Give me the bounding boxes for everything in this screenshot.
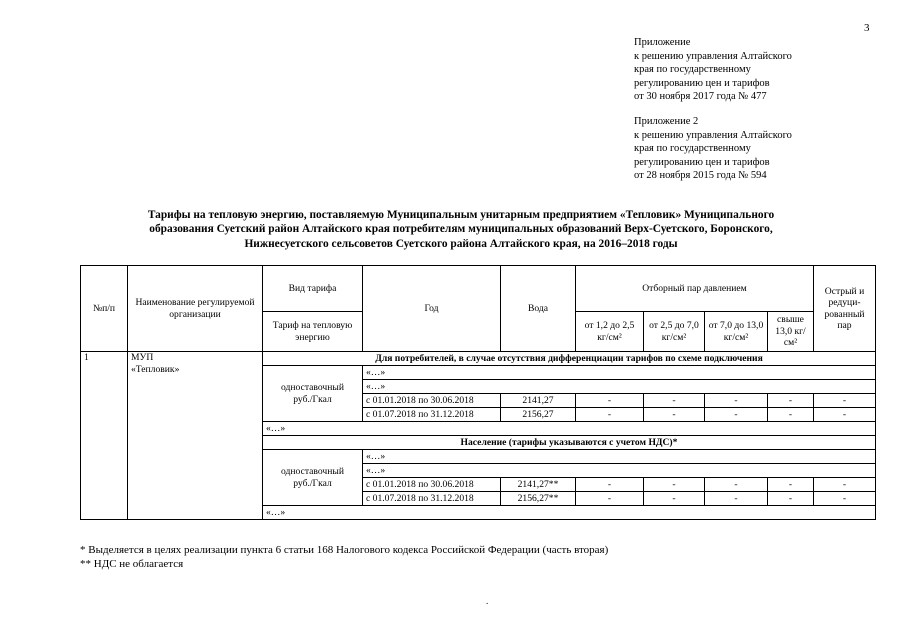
water-cell: 2156,27**: [501, 492, 576, 506]
appendix-line: от 30 ноября 2017 года № 477: [634, 91, 767, 103]
appendix-line: к решению управления Алтайского: [634, 50, 792, 62]
section1-omit-1: «…»: [363, 366, 876, 380]
steam-3-cell: -: [705, 492, 768, 506]
header-steam-4: свыше 13,0 кг/см²: [768, 312, 814, 352]
steam-2-cell: -: [644, 394, 705, 408]
footnote-vat: * Выделяется в целях реализации пункта 6 статьи 168 Налогового кодекса Российской Федерации (часть вторая): [80, 544, 609, 556]
period-cell: с 01.01.2018 по 30.06.2018: [363, 394, 501, 408]
steam-3-cell: -: [705, 408, 768, 422]
section1-tariff-label: [263, 366, 363, 422]
section2-tariff-label: [263, 450, 363, 506]
appendix-line: края по государственному: [634, 64, 751, 76]
steam-1-cell: -: [576, 394, 644, 408]
page-number: 3: [864, 22, 870, 34]
water-cell: 2156,27: [501, 408, 576, 422]
page-dot: .: [486, 596, 489, 606]
section1-omit-2: «…»: [363, 380, 876, 394]
water-cell: 2141,27: [501, 394, 576, 408]
org-name-line: МУП: [131, 352, 154, 363]
steam-4-cell: -: [768, 394, 814, 408]
section2-omit-1: «…»: [363, 450, 876, 464]
tariff-label-line: руб./Гкал: [293, 477, 332, 489]
header-org: Наименование регулируемой организации: [128, 266, 263, 352]
steam-3-cell: -: [705, 394, 768, 408]
period-cell: с 01.01.2018 по 30.06.2018: [363, 478, 501, 492]
tariff-label-line: одноставочный: [281, 382, 344, 393]
steam-3-cell: -: [705, 478, 768, 492]
appendix-line: Приложение 2: [634, 116, 699, 127]
steam-1-cell: -: [576, 408, 644, 422]
header-steam: Отборный пар давлением: [576, 266, 814, 312]
steam-4-cell: -: [768, 408, 814, 422]
header-tariff-sub: Тариф на тепловую энергию: [263, 312, 363, 352]
title-line: образования Суетский район Алтайского края потребителям муниципальных образований Верх-Суетского, Боронского,: [149, 223, 773, 236]
steam-1-cell: -: [576, 478, 644, 492]
steam-2-cell: -: [644, 492, 705, 506]
header-water: Вода: [501, 266, 576, 352]
header-num: №п/п: [81, 266, 128, 352]
section1-omit-after: «…»: [263, 422, 876, 436]
header-row: [81, 266, 876, 312]
document-title: [78, 208, 844, 251]
header-steam-1: от 1,2 до 2,5 кг/см²: [576, 312, 644, 352]
period-cell: с 01.07.2018 по 31.12.2018: [363, 408, 501, 422]
footnote-no-vat: ** НДС не облагается: [80, 558, 184, 570]
row-number: 1: [81, 352, 128, 520]
live-steam-cell: -: [814, 478, 876, 492]
header-steam-2: от 2,5 до 7,0 кг/см²: [644, 312, 705, 352]
steam-4-cell: -: [768, 492, 814, 506]
tariff-table: [80, 265, 876, 520]
title-line: Тарифы на тепловую энергию, поставляемую Муниципальным унитарным предприятием «Тепловик» Муниципального: [147, 209, 775, 221]
org-name: [128, 352, 263, 520]
steam-1-cell: -: [576, 492, 644, 506]
steam-2-cell: -: [644, 478, 705, 492]
appendix-current-block: [634, 36, 792, 104]
section2-omit-after: «…»: [263, 506, 876, 520]
section1-title-row: [81, 352, 876, 366]
appendix-line: Приложение: [634, 37, 691, 48]
header-tariff-type: Вид тарифа: [263, 266, 363, 312]
org-name-line: «Тепловик»: [131, 363, 180, 375]
live-steam-cell: -: [814, 394, 876, 408]
period-cell: с 01.07.2018 по 31.12.2018: [363, 492, 501, 506]
appendix-line: от 28 ноября 2015 года № 594: [634, 170, 767, 182]
appendix-line: края по государственному: [634, 143, 751, 155]
steam-2-cell: -: [644, 408, 705, 422]
title-line: Нижнесуетского сельсоветов Суетского района Алтайского края, на 2016–2018 годы: [244, 237, 678, 250]
water-cell: 2141,27**: [501, 478, 576, 492]
appendix-line: регулированию цен и тарифов: [634, 156, 770, 168]
section1-title: Для потребителей, в случае отсутствия дифференциации тарифов по схеме подключения: [263, 352, 876, 366]
live-steam-cell: -: [814, 408, 876, 422]
appendix-line: регулированию цен и тарифов: [634, 77, 770, 89]
steam-4-cell: -: [768, 478, 814, 492]
appendix-line: к решению управления Алтайского: [634, 129, 792, 141]
tariff-label-line: одноставочный: [281, 466, 344, 477]
header-steam-3: от 7,0 до 13,0 кг/см²: [705, 312, 768, 352]
live-steam-cell: -: [814, 492, 876, 506]
header-live-steam: Острый и редуци-рованный пар: [814, 266, 876, 352]
appendix-original-block: [634, 115, 792, 183]
section2-omit-2: «…»: [363, 464, 876, 478]
tariff-label-line: руб./Гкал: [293, 393, 332, 405]
header-year: Год: [363, 266, 501, 352]
section2-title: Население (тарифы указываются с учетом НДС)*: [263, 436, 876, 450]
